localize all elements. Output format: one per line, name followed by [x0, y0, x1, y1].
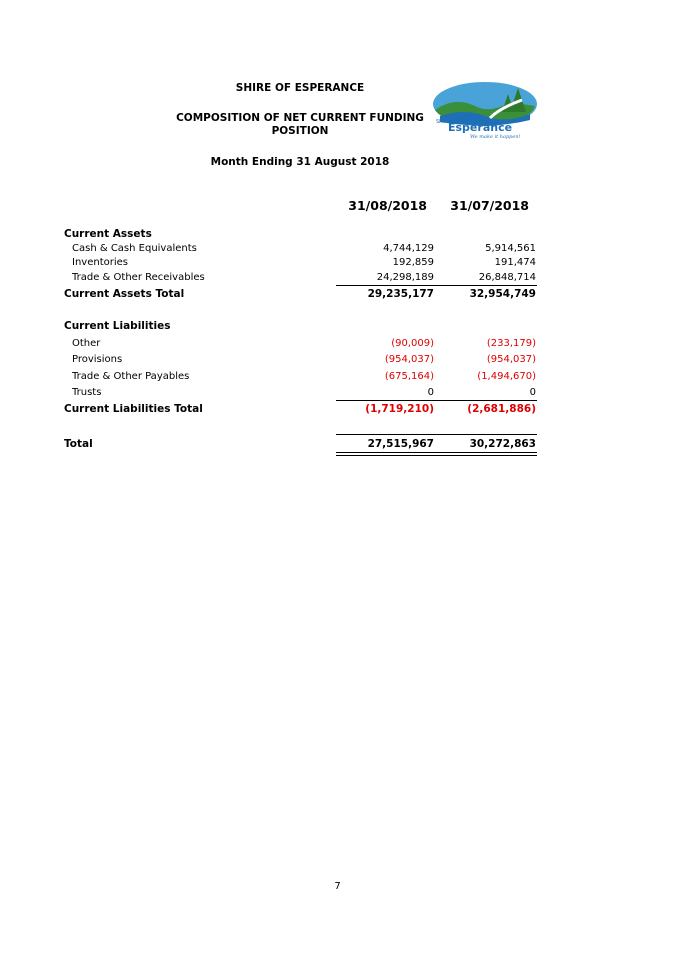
table-row: [0, 352, 675, 367]
subtotal-rule: [336, 400, 537, 401]
row-label: Total: [64, 438, 93, 450]
row-value-previous: 191,474: [494, 257, 536, 268]
row-label: Trusts: [72, 387, 102, 398]
table-row: [0, 241, 675, 256]
row-value-current: 27,515,967: [367, 438, 434, 450]
row-value-previous: (954,037): [486, 354, 536, 365]
row-value-current: 4,744,129: [383, 243, 434, 254]
row-label: Provisions: [72, 354, 123, 365]
total-rule-top: [336, 434, 537, 435]
table-row: [0, 385, 675, 400]
row-value-current: (90,009): [391, 338, 434, 349]
row-value-current: (1,719,210): [365, 403, 434, 415]
report-period: Month Ending 31 August 2018: [210, 156, 390, 168]
report-title: [165, 112, 435, 138]
shire-logo: [430, 78, 540, 140]
row-label: Trade & Other Payables: [72, 371, 190, 382]
subtotal-rule: [336, 285, 537, 286]
row-value-previous: 0: [529, 387, 536, 398]
row-label: Current Liabilities Total: [64, 403, 203, 415]
table-row: [0, 255, 675, 270]
table-row: [0, 270, 675, 285]
row-value-previous: 30,272,863: [469, 438, 536, 450]
total-double-rule-2: [336, 455, 537, 456]
total-double-rule-1: [336, 452, 537, 453]
row-value-current: (675,164): [384, 371, 434, 382]
liabilities-total-row: [0, 402, 675, 417]
row-label: Inventories: [72, 257, 128, 268]
section-heading-assets: Current Assets: [64, 228, 152, 240]
row-value-previous: (233,179): [486, 338, 536, 349]
row-value-previous: (1,494,670): [477, 371, 536, 382]
report-title-line-1: COMPOSITION OF NET CURRENT FUNDING: [176, 112, 424, 124]
row-label: Current Assets Total: [64, 288, 185, 300]
row-value-current: 29,235,177: [367, 288, 434, 300]
row-value-current: (954,037): [384, 354, 434, 365]
row-value-previous: 26,848,714: [478, 272, 536, 283]
logo-tagline: We make it happen!: [470, 134, 521, 140]
report-title-line-2: POSITION: [271, 125, 329, 137]
organisation-name: SHIRE OF ESPERANCE: [235, 82, 365, 94]
page-number: 7: [334, 881, 341, 892]
table-row: [0, 369, 675, 384]
section-heading-liabilities: Current Liabilities: [64, 320, 171, 332]
column-header-previous: 31/07/2018: [450, 198, 529, 213]
row-value-previous: 32,954,749: [469, 288, 536, 300]
row-value-current: 0: [427, 387, 434, 398]
grand-total-row: [0, 437, 675, 452]
logo-pre-text: Shire of: [436, 119, 456, 125]
row-value-current: 24,298,189: [376, 272, 434, 283]
column-header-current: 31/08/2018: [348, 198, 427, 213]
row-value-current: 192,859: [392, 257, 434, 268]
row-label: Other: [72, 338, 101, 349]
row-value-previous: (2,681,886): [467, 403, 536, 415]
row-value-previous: 5,914,561: [485, 243, 536, 254]
row-label: Trade & Other Receivables: [72, 272, 205, 283]
assets-total-row: [0, 287, 675, 302]
table-row: [0, 336, 675, 351]
logo-name-text: Esperance: [448, 121, 513, 134]
row-label: Cash & Cash Equivalents: [72, 243, 197, 254]
